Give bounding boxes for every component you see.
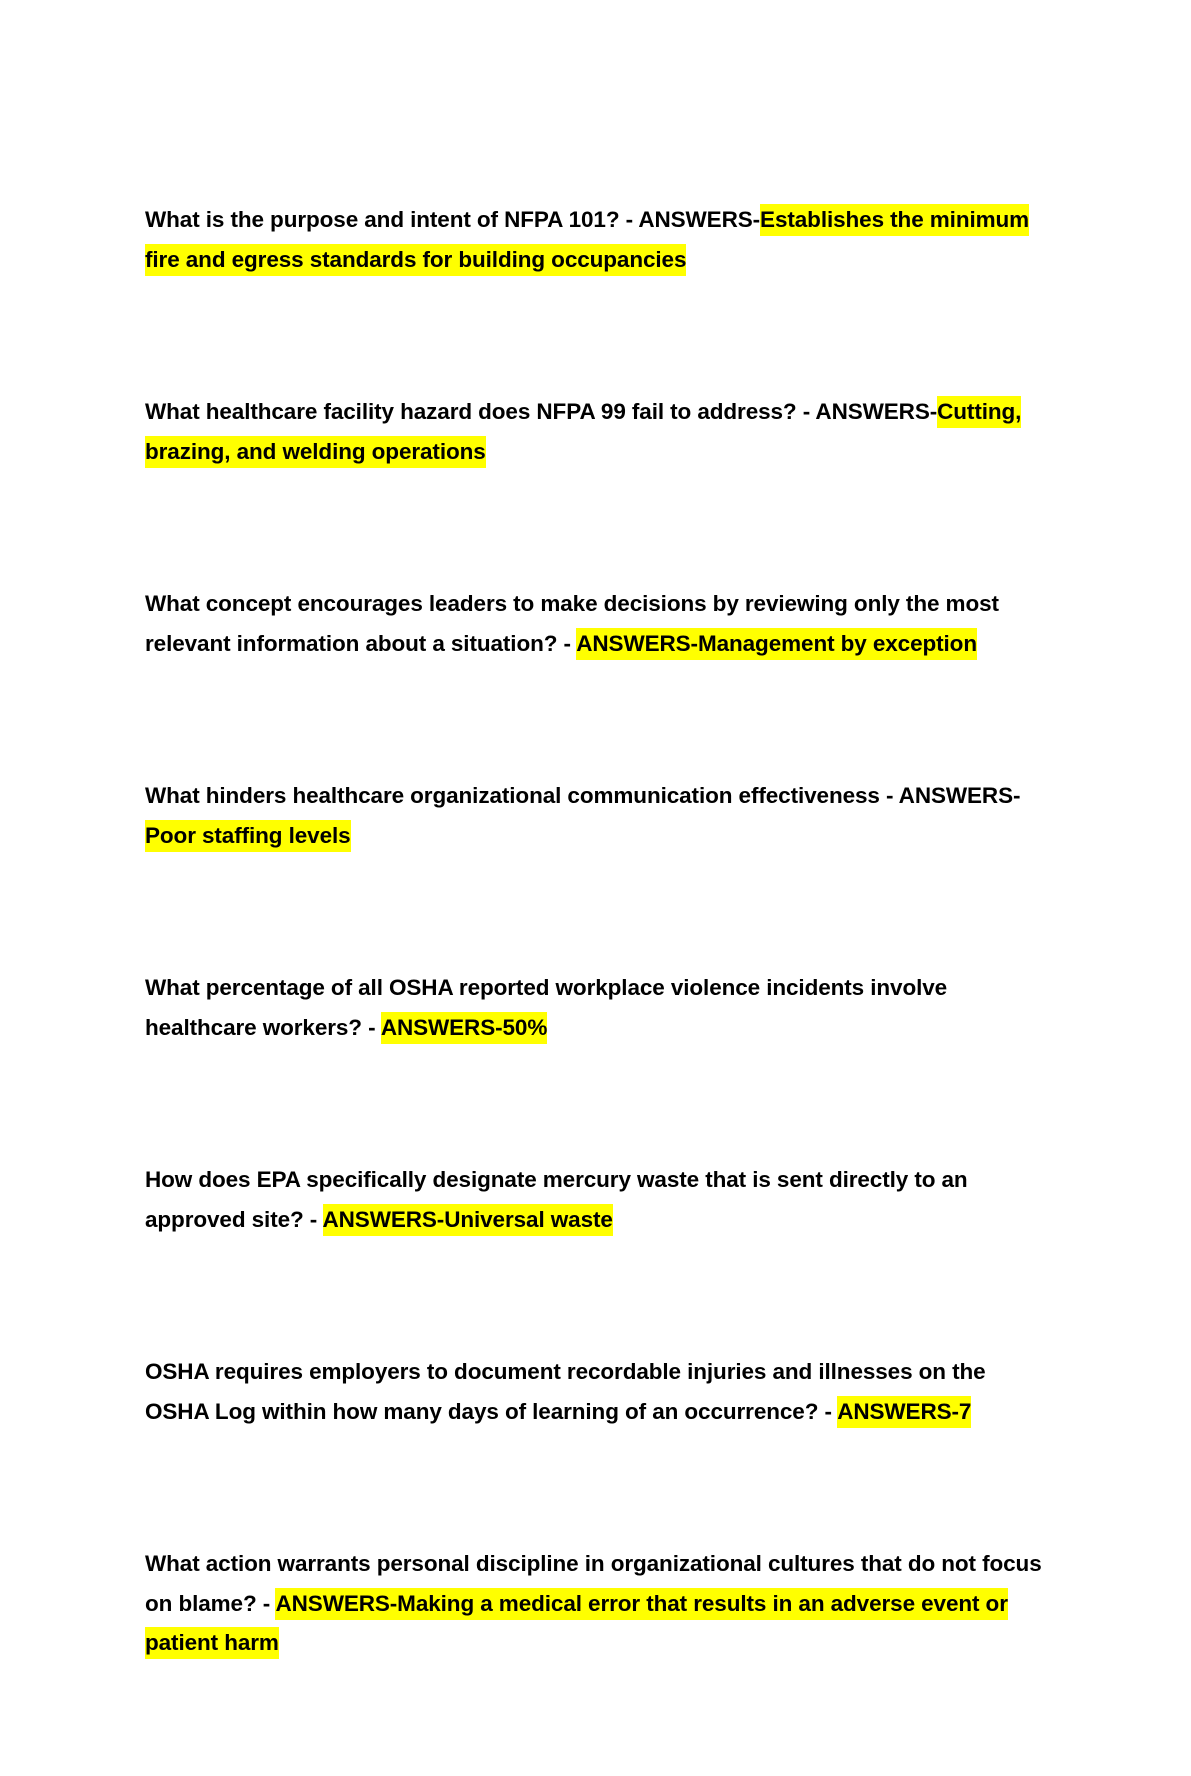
question-text: OSHA requires employers to document recordable injuries and illnesses on the OSHA Log within how many days of learning of an occurrence? - [145,1359,986,1424]
qa-item-6 [145,1160,1050,1239]
qa-item-8 [145,1544,1050,1663]
highlighted-answer: Poor staffing levels [145,820,351,852]
highlighted-answer: ANSWERS-7 [837,1396,971,1428]
qa-item-4 [145,776,1050,855]
question-text: What concept encourages leaders to make decisions by reviewing only the most relevant information about a situation? - [145,591,999,656]
qa-item-3 [145,584,1050,663]
highlighted-answer: ANSWERS-Management by exception [576,628,977,660]
highlighted-answer: ANSWERS-50% [381,1012,547,1044]
highlighted-answer: ANSWERS-Making a medical error that results in an adverse event or patient harm [145,1588,1008,1660]
qa-item-2 [145,392,1050,471]
qa-item-7 [145,1352,1050,1431]
highlighted-answer: ANSWERS-Universal waste [323,1204,613,1236]
qa-item-5 [145,968,1050,1047]
document-page [145,200,1050,1776]
question-text: How does EPA specifically designate mercury waste that is sent directly to an approved site? - [145,1167,968,1232]
highlighted-answer: Cutting, brazing, and welding operations [145,396,1021,468]
question-text: What action warrants personal discipline in organizational cultures that do not focus on blame? - [145,1551,1042,1616]
question-text: What percentage of all OSHA reported workplace violence incidents involve healthcare workers? - [145,975,948,1040]
question-text: What healthcare facility hazard does NFPA 99 fail to address? - ANSWERS- [145,399,938,424]
highlighted-answer: Establishes the minimum fire and egress standards for building occupancies [145,204,1029,276]
question-text: What hinders healthcare organizational communication effectiveness - ANSWERS- [145,783,1021,808]
question-text: What is the purpose and intent of NFPA 101? - ANSWERS- [145,207,761,232]
qa-item-1 [145,200,1050,279]
